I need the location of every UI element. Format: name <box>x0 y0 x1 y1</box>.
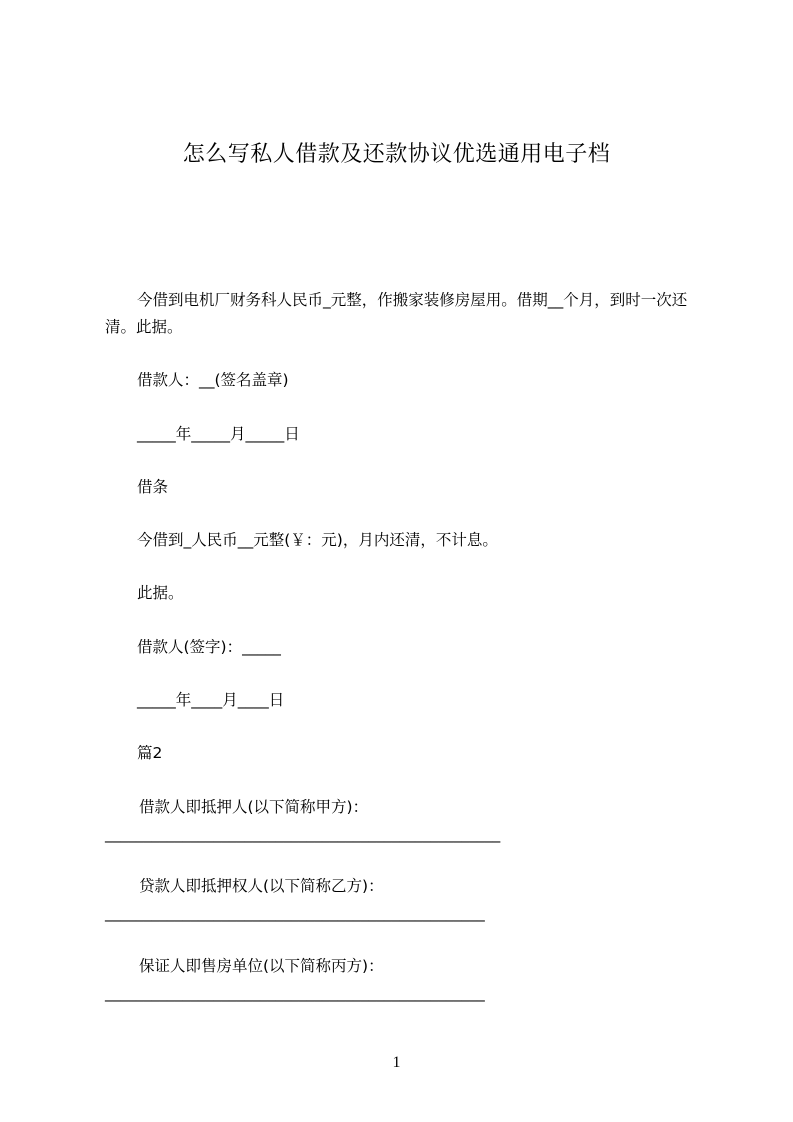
paragraph-iou-heading: 借条 <box>137 478 169 496</box>
paragraph-party-a: 借款人即抵押人(以下简称甲方)：___________________________________________________ <box>105 798 501 843</box>
document-title: 怎么写私人借款及还款协议优选通用电子档 <box>182 142 611 167</box>
paragraph-iou-closing: 此据。 <box>137 584 184 602</box>
paragraph-iou-date-line: _____年____月____日 <box>137 691 285 709</box>
paragraph-borrower-signature: 借款人：__(签名盖章) <box>137 371 289 389</box>
paragraph-party-b: 贷款人即抵押权人(以下简称乙方)：_________________________________________________ <box>105 877 485 922</box>
paragraph-party-c: 保证人即售房单位(以下简称丙方)：_________________________________________________ <box>105 957 485 1002</box>
paragraph-date-line: _____年_____月_____日 <box>137 425 300 443</box>
paragraph-iou-statement: 今借到_人民币__元整(￥：元)，月内还清，不计息。 <box>137 531 498 549</box>
page-number: 1 <box>392 1054 401 1071</box>
paragraph-section-2: 篇2 <box>137 744 163 762</box>
paragraph-iou-signature: 借款人(签字)：_____ <box>137 638 281 656</box>
paragraph-loan-statement: 今借到电机厂财务科人民币_元整，作搬家装修房屋用。借期__个月，到时一次还清。此据。 <box>105 291 688 336</box>
